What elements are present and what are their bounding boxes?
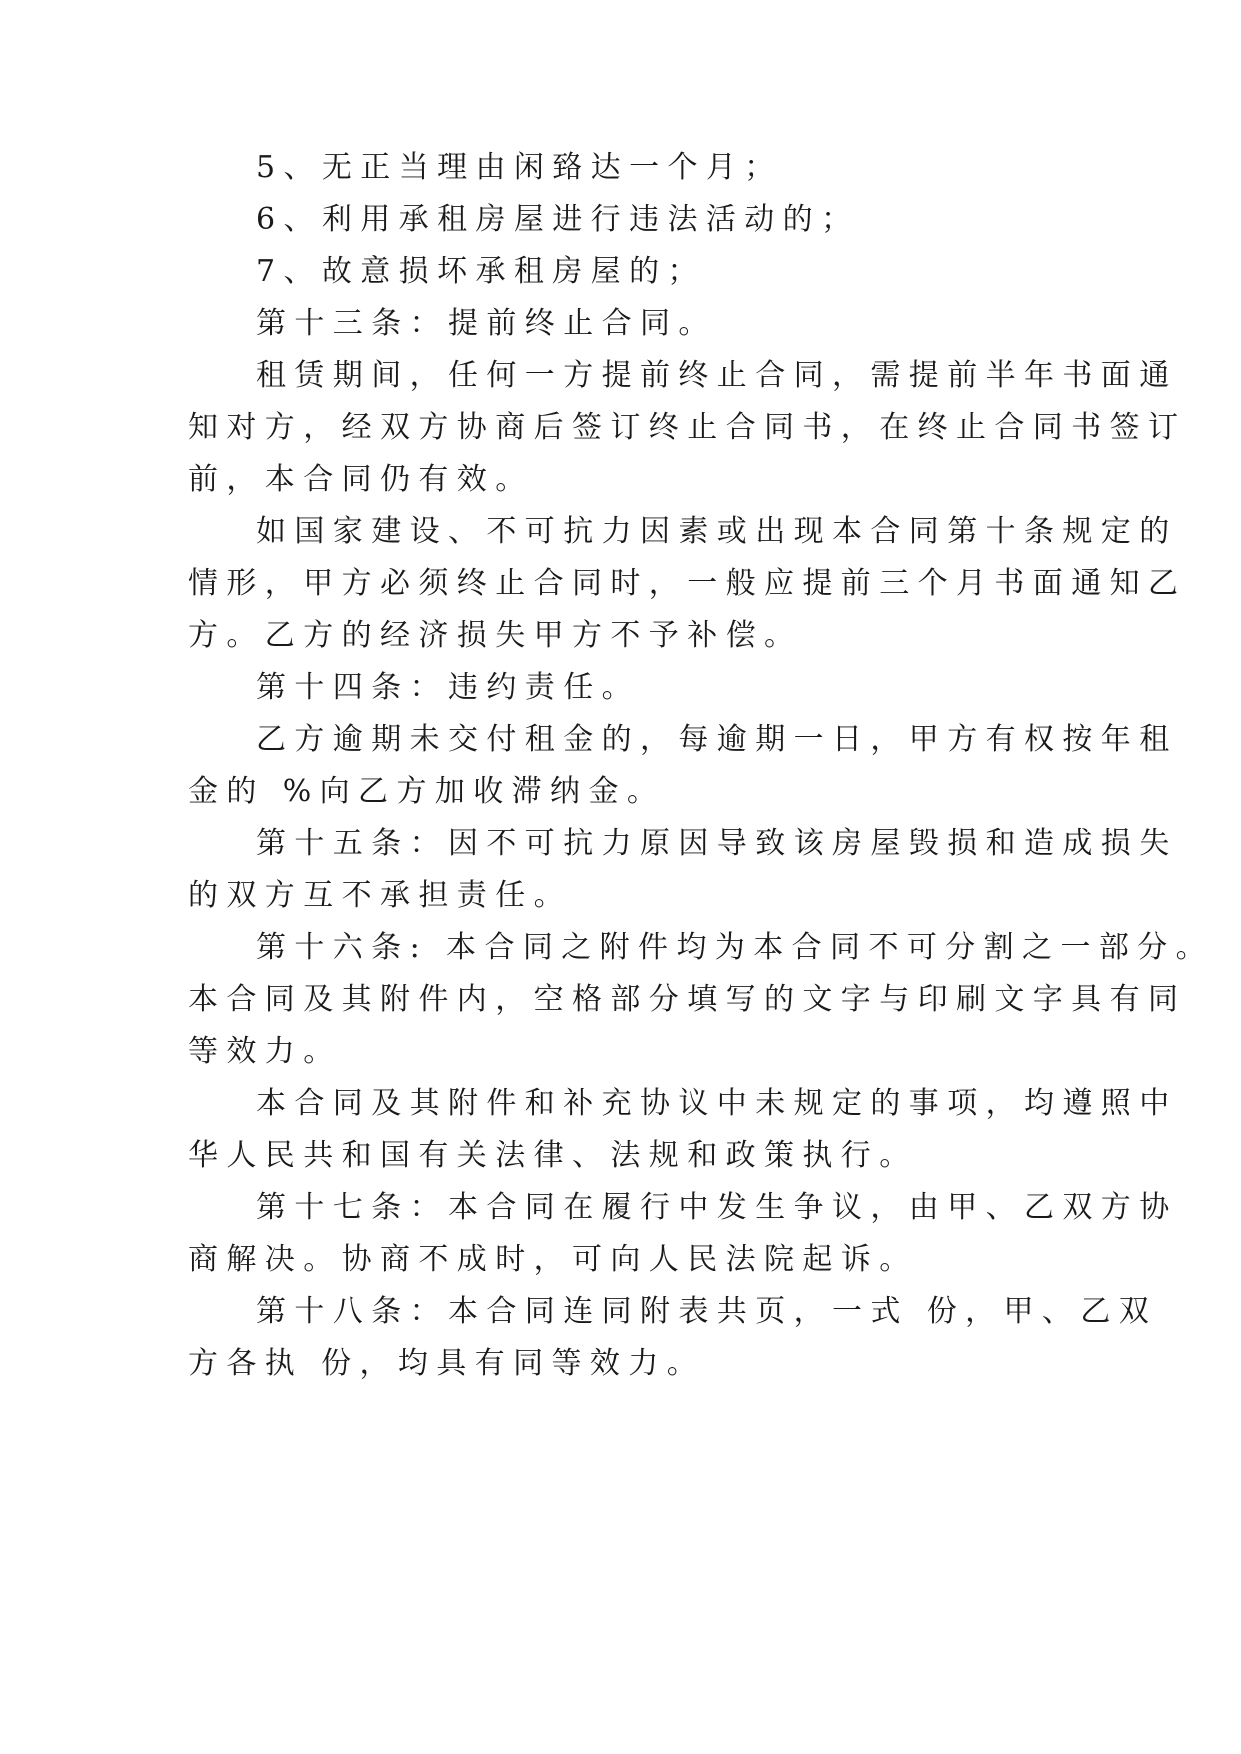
text-line: 知对方，经双方协商后签订终止合同书，在终止合同书签订: [188, 410, 1187, 445]
text-line: 商解决。协商不成时，可向人民法院起诉。: [188, 1242, 918, 1277]
text-line: 乙方逾期未交付租金的，每逾期一日，甲方有权按年租: [256, 722, 1178, 757]
text-line: 7、故意损坏承租房屋的；: [256, 254, 706, 289]
text-line: 的双方互不承担责任。: [188, 878, 572, 913]
text-line: 华人民共和国有关法律、法规和政策执行。: [188, 1138, 918, 1173]
article-heading: 第十四条：违约责任。: [256, 670, 640, 705]
article-heading: 第十七条：本合同在履行中发生争议，由甲、乙双方协: [256, 1190, 1178, 1225]
text-line: 6、利用承租房屋进行违法活动的；: [256, 202, 860, 237]
text-line: 前，本合同仍有效。: [188, 462, 534, 497]
article-heading: 第十八条：本合同连同附表共页，一式 份，甲、乙双: [256, 1294, 1158, 1329]
article-heading: 第十三条：提前终止合同。: [256, 306, 717, 341]
text-line: 如国家建设、不可抗力因素或出现本合同第十条规定的: [256, 514, 1178, 549]
article-heading: 第十五条：因不可抗力原因导致该房屋毁损和造成损失: [256, 826, 1178, 861]
text-line: 本合同及其附件和补充协议中未规定的事项，均遵照中: [256, 1086, 1178, 1121]
article-heading: 第十六条: 本合同之附件均为本合同不可分割之一部分。: [256, 930, 1215, 965]
text-line: 方各执 份，均具有同等效力。: [188, 1346, 706, 1381]
text-line: 本合同及其附件内，空格部分填写的文字与印刷文字具有同: [188, 982, 1187, 1017]
text-line: 租赁期间，任何一方提前终止合同，需提前半年书面通: [256, 358, 1178, 393]
text-line: 方。乙方的经济损失甲方不予补偿。: [188, 618, 803, 653]
text-line: 5、无正当理由闲臵达一个月；: [256, 150, 783, 185]
text-line: 情形，甲方必须终止合同时，一般应提前三个月书面通知乙: [188, 566, 1187, 601]
text-line: 等效力。: [188, 1034, 342, 1069]
text-line: 金的 %向乙方加收滞纳金。: [188, 774, 666, 809]
